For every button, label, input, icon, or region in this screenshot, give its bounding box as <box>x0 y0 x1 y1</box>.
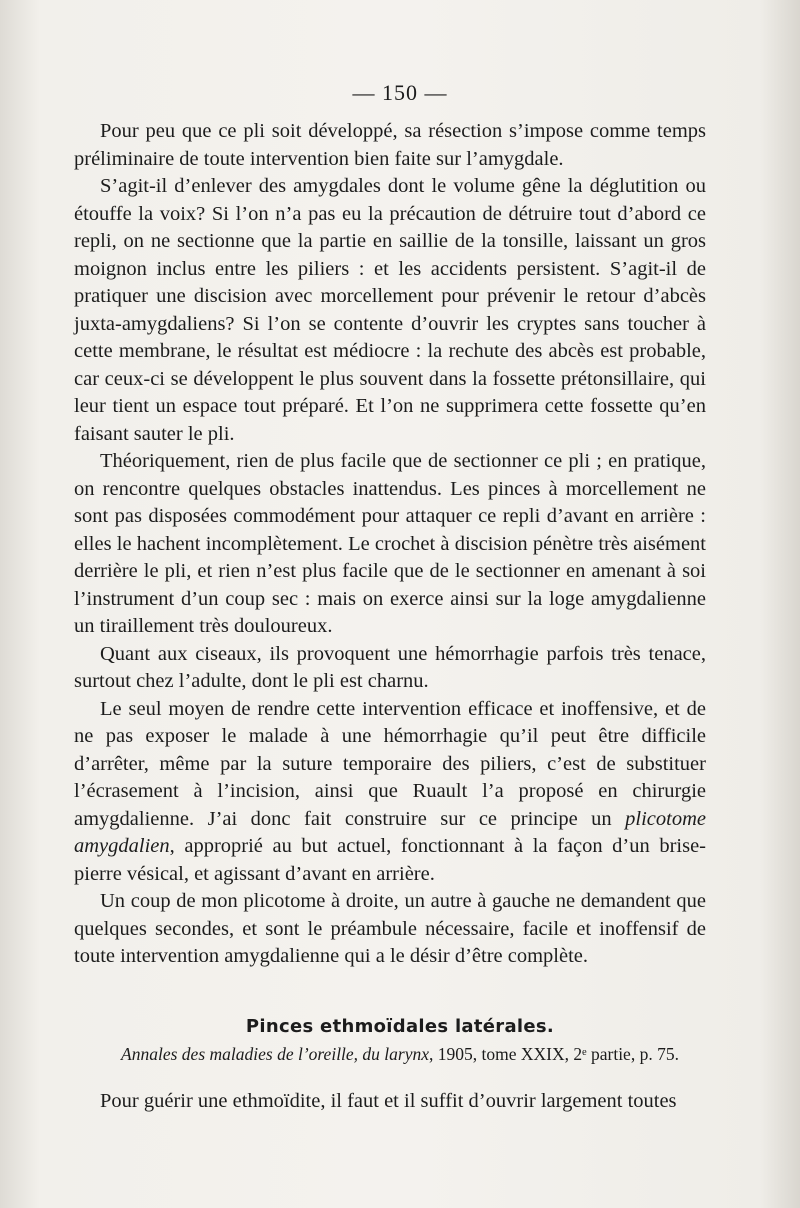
paragraph-2: S’agit-il d’enlever des amygdales dont le volume gêne la déglutition ou étouffe la voix? Si l’on n’a pas eu la précaution de détruire tout d’abord ce repli, on ne sectionne que la partie en saillie de la tonsille, laissant un gros moignon inclus entre les piliers : et les accidents persistent. S’agit-il de pratiquer une discision avec morcellement pour prévenir le retour d’abcès juxta-amygdaliens? Si l’on se contente d’ouvrir les cryptes sans toucher à cette membrane, le résultat est médiocre : la rechute des abcès est probable, car ceux-ci se développent le plus souvent dans la fossette prétonsillaire, qui leur tient un espace tout préparé. Et l’on ne supprimera cette fossette qu’en faisant sauter le pli. <box>74 175 706 445</box>
section-heading: Pinces ethmoïdales latérales. <box>245 1016 555 1037</box>
citation <box>0 1044 800 1065</box>
paragraph-7: Pour guérir une ethmoïdite, il faut et il suffit d’ouvrir largement toutes <box>100 1090 677 1112</box>
paragraph-5-text-a: Le seul moyen de rendre cette intervention efficace et inoffensive, et de ne pas exposer le malade à une hémorrhagie qu’il peut être difficile d’arrêter, même par la suture temporaire des piliers, c’est de substituer l’écrasement à l’incision, ainsi que Ruault l’a proposé en chirurgie amygdalienne. J’ai donc fait construire sur ce principe un <box>74 697 706 830</box>
citation-journal: Annales des maladies de l’oreille, du larynx <box>121 1044 430 1064</box>
paragraph-3: Théoriquement, rien de plus facile que de sectionner ce pli ; en pratique, on rencontre quelques obstacles inattendus. Les pinces à morcellement ne sont pas disposées commodément pour attaquer ce repli d’avant en arrière : elles le hachent incomplètement. Le crochet à discision pénètre très aisément derrière le pli, et rien n’est plus facile que de le sectionner en amenant à soi l’instrument d’un coup sec : mais on exerce ainsi sur la loge amygdalienne un tiraillement très douloureux. <box>74 450 706 637</box>
paragraph-5-italic-term: plicotome amygdalien <box>74 807 706 857</box>
paragraph-5-text-b: , approprié au but actuel, fonctionnant à la façon d’un brise-pierre vésical, et agissant d’avant en arrière. <box>74 835 706 885</box>
paragraph-4: Quant aux ciseaux, ils provoquent une hémorrhagie parfois très tenace, surtout chez l’adulte, dont le pli est charnu. <box>74 642 706 692</box>
page-number: — 150 — <box>352 80 448 105</box>
paragraph-5 <box>74 696 706 889</box>
paragraph-1: Pour peu que ce pli soit développé, sa résection s’impose comme temps préliminaire de toute intervention bien faite sur l’amygdale. <box>74 120 706 170</box>
citation-details: , 1905, tome XXIX, 2ᵉ partie, p. 75. <box>429 1044 679 1064</box>
paragraph-6: Un coup de mon plicotome à droite, un autre à gauche ne demandent que quelques secondes, et sont le préambule nécessaire, facile et inoffensif de toute intervention amygdalienne qui a le désir d’être complète. <box>74 890 706 967</box>
body-text <box>74 118 706 971</box>
